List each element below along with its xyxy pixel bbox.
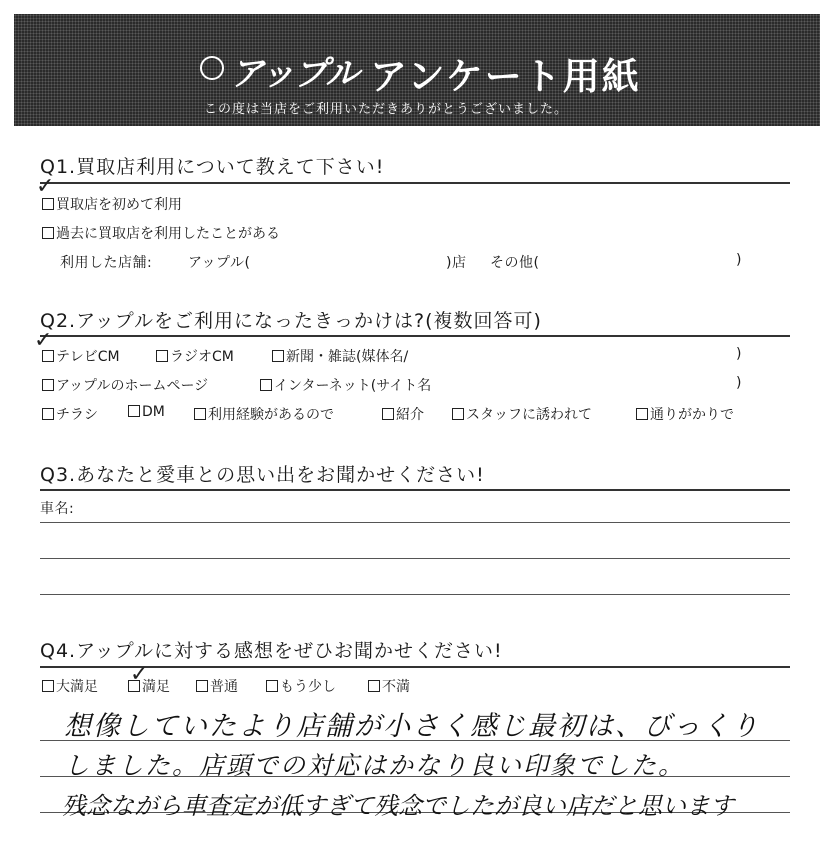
q1-check-mark: ✓ — [36, 174, 55, 199]
page-subtitle: この度は当店をご利用いただきありがとうございました。 — [204, 102, 569, 117]
logo-text: アップル — [230, 54, 359, 94]
q2-rule — [40, 335, 790, 337]
q2-option-experience[interactable]: 利用経験があるので — [194, 404, 334, 424]
q4-option-satisfied[interactable]: 満足 — [128, 676, 170, 696]
handwritten-line-1: 想像していたより店舗が小さく感じ最初は、びっくり — [64, 711, 760, 742]
checkbox-icon[interactable] — [382, 408, 394, 420]
q1-store-brand: アップル( — [188, 255, 251, 271]
checkbox-icon[interactable] — [368, 680, 380, 692]
q3-answer-line-2[interactable] — [40, 558, 790, 559]
q3-rule — [40, 489, 790, 491]
checkbox-icon[interactable] — [266, 680, 278, 692]
checkbox-icon[interactable] — [194, 408, 206, 420]
checkbox-icon[interactable] — [636, 408, 648, 420]
q1-option-first-time[interactable]: 買取店を初めて利用 — [42, 194, 182, 214]
q4-title: Q4.アップルに対する感想をぜひお聞かせください! — [40, 640, 503, 662]
q2-option-dm[interactable]: DM — [128, 404, 165, 420]
q2-title: Q2.アップルをご利用になったきっかけは?(複数回答可) — [40, 310, 542, 332]
handwritten-line-3: 残念ながら車査定が低すぎて残念でしたが良い店だと思います — [62, 792, 734, 820]
checkbox-icon[interactable] — [42, 379, 54, 391]
checkbox-icon[interactable] — [452, 408, 464, 420]
checkbox-icon[interactable] — [42, 350, 54, 362]
q2-option-tv-cm[interactable]: テレビCM — [42, 346, 120, 366]
q1-other-label: その他( — [490, 255, 540, 271]
q4-option-could-be-better[interactable]: もう少し — [266, 676, 336, 696]
q1-store-label: 利用した店舗: — [60, 255, 153, 271]
q3-answer-line-1[interactable] — [40, 522, 790, 523]
q2-option-homepage[interactable]: アップルのホームページ — [42, 375, 208, 395]
q2-option-referral[interactable]: 紹介 — [382, 404, 424, 424]
checkbox-icon[interactable] — [42, 680, 54, 692]
q2-option-radio-cm[interactable]: ラジオCM — [156, 346, 234, 366]
page-title: アンケート用紙 — [370, 55, 641, 98]
q4-option-normal[interactable]: 普通 — [196, 676, 238, 696]
q3-answer-line-3[interactable] — [40, 594, 790, 595]
checkbox-icon[interactable] — [42, 408, 54, 420]
q1-rule — [40, 182, 790, 184]
header-banner — [14, 14, 820, 126]
q2-option-newspaper[interactable]: 新聞・雑誌(媒体名/ — [272, 346, 408, 366]
q3-title: Q3.あなたと愛車との思い出をお聞かせください! — [40, 464, 485, 486]
q4-option-dissatisfied[interactable]: 不満 — [368, 676, 410, 696]
q2-option-internet[interactable]: インターネット(サイト名 — [260, 375, 431, 395]
q2-close-paren-1: ) — [736, 346, 742, 362]
checkbox-icon[interactable] — [196, 680, 208, 692]
checkbox-icon[interactable] — [260, 379, 272, 391]
q1-close-paren: ) — [736, 252, 742, 268]
checkbox-icon[interactable] — [156, 350, 168, 362]
checkbox-icon[interactable] — [272, 350, 284, 362]
checkbox-icon[interactable] — [42, 227, 54, 239]
q2-option-flyer[interactable]: チラシ — [42, 404, 98, 424]
handwritten-line-2: しました。店頭での対応はかなり良い印象でした。 — [64, 751, 686, 780]
q2-option-passing-by[interactable]: 通りがかりで — [636, 404, 734, 424]
q4-check-mark: ✓ — [130, 662, 149, 687]
apple-logo-icon — [200, 56, 224, 80]
q4-option-very-satisfied[interactable]: 大満足 — [42, 676, 98, 696]
checkbox-icon[interactable] — [128, 405, 140, 417]
q1-title: Q1.買取店利用について教えて下さい! — [40, 156, 385, 178]
q1-option-used-before[interactable]: 過去に買取店を利用したことがある — [42, 223, 280, 243]
checkbox-icon[interactable] — [42, 198, 54, 210]
q2-option-staff[interactable]: スタッフに誘われて — [452, 404, 592, 424]
q3-car-label: 車名: — [40, 501, 75, 517]
q4-rule — [40, 666, 790, 668]
q2-close-paren-2: ) — [736, 375, 742, 391]
q2-check-mark: ✓ — [34, 328, 53, 353]
q1-store-suffix: )店 — [446, 255, 467, 271]
